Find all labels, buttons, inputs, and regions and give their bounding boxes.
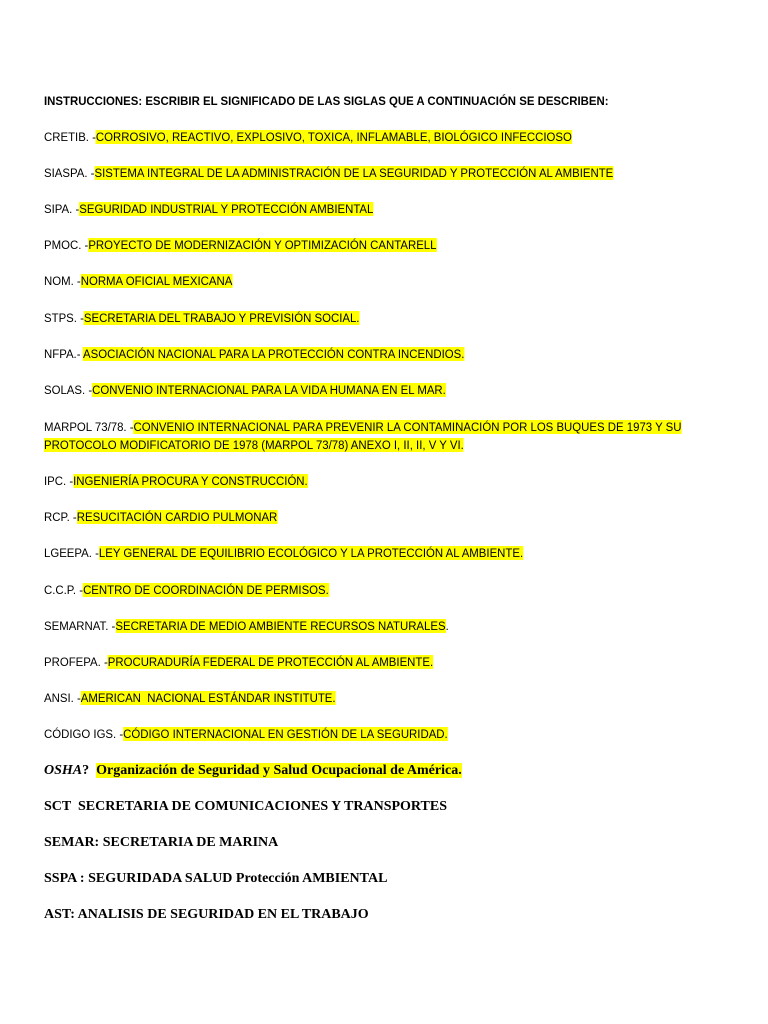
acronym: C.C.P. -	[44, 583, 84, 597]
acronym-tail: .	[445, 619, 449, 633]
bold-acronym-item: SCT SECRETARIA DE COMUNICACIONES Y TRANSPORTES	[44, 799, 447, 814]
bold-acronym-item: AST: ANALISIS DE SEGURIDAD EN EL TRABAJO	[44, 907, 369, 922]
bold-acronym-item: SEMAR: SECRETARIA DE MARINA	[44, 835, 279, 850]
acronym-meaning: PROCURADURÍA FEDERAL DE PROTECCIÓN AL AMBIENTE.	[107, 655, 434, 669]
acronym-meaning: CONVENIO INTERNACIONAL PARA LA VIDA HUMANA EN EL MAR.	[92, 383, 446, 397]
acronym-meaning: PROYECTO DE MODERNIZACIÓN Y OPTIMIZACIÓN CANTARELL	[88, 238, 437, 252]
acronym-meaning: CÓDIGO INTERNACIONAL EN GESTIÓN DE LA SEGURIDAD.	[123, 727, 448, 741]
acronym-item	[44, 382, 446, 399]
acronym-meaning: Organización de Seguridad y Salud Ocupacional de América.	[96, 763, 462, 778]
acronym-item	[44, 654, 433, 671]
acronym: RCP. -	[44, 510, 77, 524]
acronym-item	[44, 129, 572, 146]
acronym: STPS. -	[44, 311, 84, 325]
acronym-meaning: RESUCITACIÓN CARDIO PULMONAR	[76, 510, 278, 524]
acronym-separator: ?	[82, 763, 97, 778]
acronym-meaning: CONVENIO INTERNACIONAL PARA PREVENIR LA CONTAMINACIÓN POR LOS BUQUES DE 1973 Y SU PROTOCOLO MODIFICATORIO DE 1978 (MARPOL 73/78) ANEXO I, II, II, V Y VI.	[44, 420, 682, 452]
acronym-item	[44, 273, 232, 290]
acronym-meaning: INGENIERÍA PROCURA Y CONSTRUCCIÓN.	[73, 474, 308, 488]
osha-item	[44, 762, 462, 779]
acronym: PROFEPA. -	[44, 655, 108, 669]
acronym: SOLAS. -	[44, 383, 93, 397]
acronym-meaning: SEGURIDAD INDUSTRIAL Y PROTECCIÓN AMBIENTAL	[79, 202, 374, 216]
bold-acronym-item: SSPA : SEGURIDADA SALUD Protección AMBIENTAL	[44, 871, 388, 886]
acronym: SIASPA. -	[44, 166, 95, 180]
acronym-item	[44, 545, 523, 562]
acronym: LGEEPA. -	[44, 546, 99, 560]
acronym-item	[44, 582, 329, 599]
acronym-meaning: SISTEMA INTEGRAL DE LA ADMINISTRACIÓN DE LA SEGURIDAD Y PROTECCIÓN AL AMBIENTE	[94, 166, 614, 180]
acronym-item	[44, 618, 449, 635]
acronym-item	[44, 346, 464, 363]
acronym: MARPOL 73/78. -	[44, 420, 134, 434]
acronym-meaning: SECRETARIA DE MEDIO AMBIENTE RECURSOS NATURALES	[115, 619, 446, 633]
acronym: PMOC. -	[44, 238, 89, 252]
acronym-item	[44, 310, 359, 327]
instructions-heading: INSTRUCCIONES: ESCRIBIR EL SIGNIFICADO DE LAS SIGLAS QUE A CONTINUACIÓN SE DESCRIBEN:	[44, 94, 609, 108]
acronym: CÓDIGO IGS. -	[44, 727, 124, 741]
acronym-item	[44, 418, 736, 454]
acronym-item	[44, 473, 308, 490]
acronym-meaning: CENTRO DE COORDINACIÓN DE PERMISOS.	[83, 583, 329, 597]
acronym-item	[44, 237, 436, 254]
acronym: OSHA	[44, 763, 83, 778]
acronym-meaning: ASOCIACIÓN NACIONAL PARA LA PROTECCIÓN CONTRA INCENDIOS.	[83, 347, 465, 361]
acronym: IPC. -	[44, 474, 74, 488]
acronym-meaning: NORMA OFICIAL MEXICANA	[80, 274, 233, 288]
acronym-item	[44, 165, 613, 182]
acronym-item	[44, 201, 373, 218]
acronym-item	[44, 726, 448, 743]
acronym-meaning: LEY GENERAL DE EQUILIBRIO ECOLÓGICO Y LA PROTECCIÓN AL AMBIENTE.	[98, 546, 524, 560]
acronym: CRETIB. -	[44, 130, 96, 144]
acronym-item	[44, 509, 277, 526]
acronym-meaning: AMERICAN NACIONAL ESTÁNDAR INSTITUTE.	[80, 691, 336, 705]
acronym-item	[44, 690, 336, 707]
acronym: SIPA. -	[44, 202, 80, 216]
acronym: ANSI. -	[44, 691, 81, 705]
acronym: NOM. -	[44, 274, 81, 288]
acronym: NFPA.-	[44, 347, 84, 361]
acronym: SEMARNAT. -	[44, 619, 116, 633]
acronym-meaning: SECRETARIA DEL TRABAJO Y PREVISIÓN SOCIAL.	[83, 311, 360, 325]
acronym-meaning: CORROSIVO, REACTIVO, EXPLOSIVO, TOXICA, INFLAMABLE, BIOLÓGICO INFECCIOSO	[95, 130, 572, 144]
